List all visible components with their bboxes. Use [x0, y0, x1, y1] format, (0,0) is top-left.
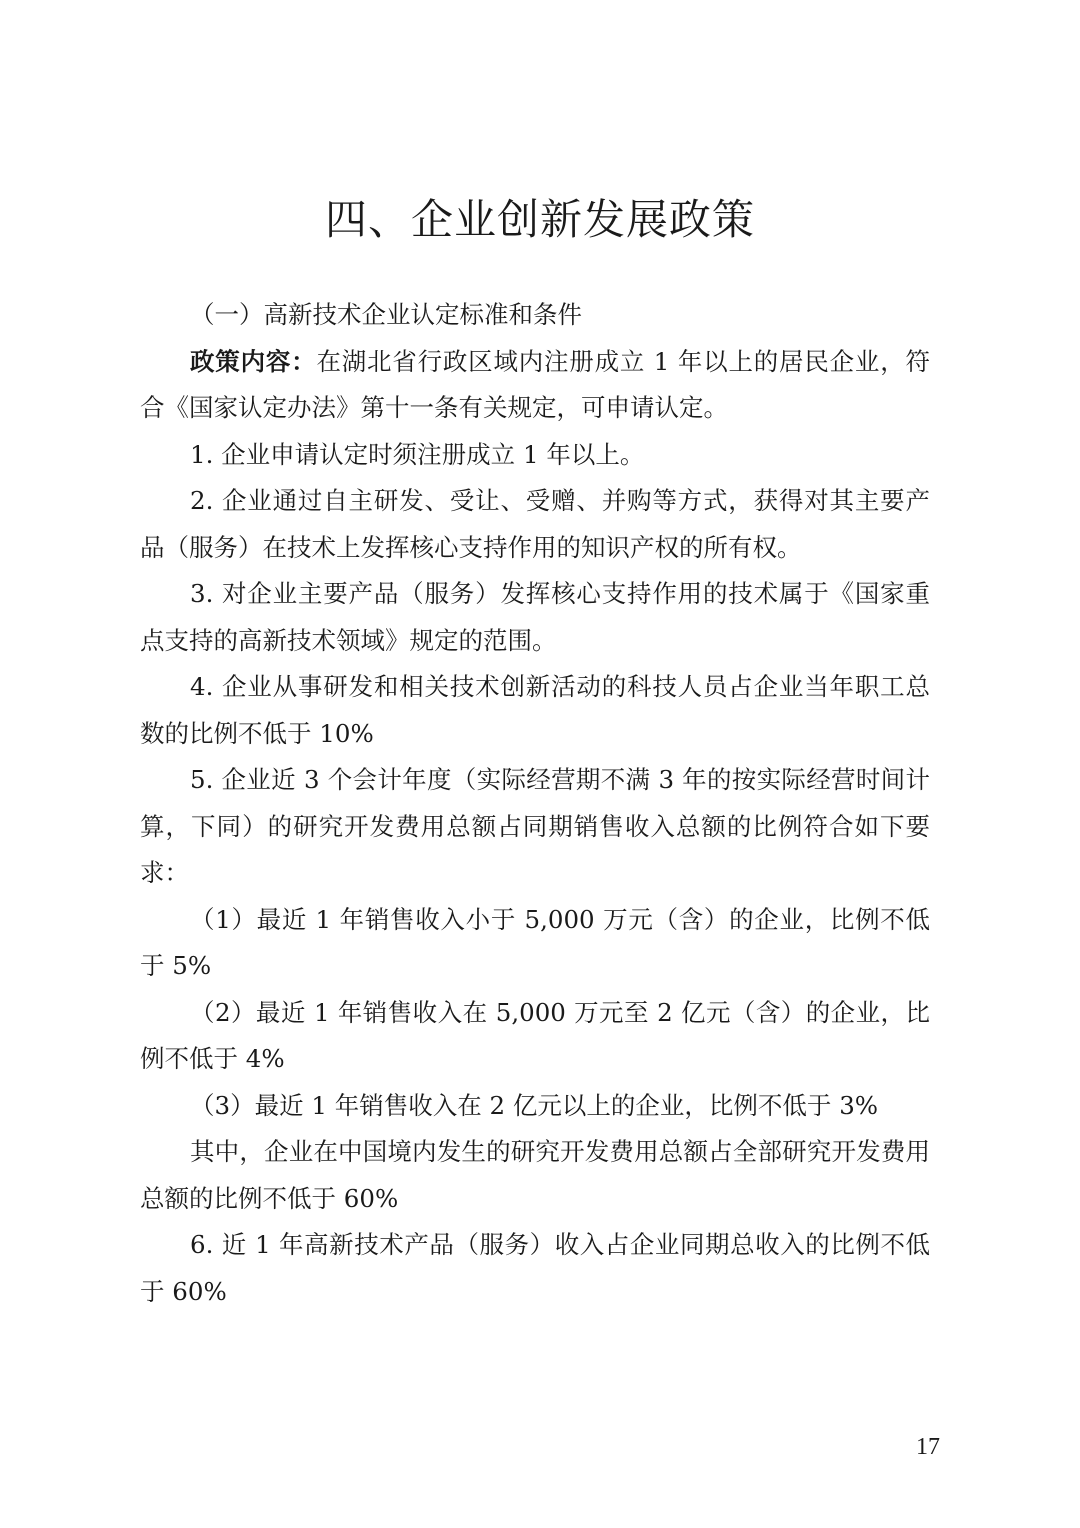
chapter-title: 四、企业创新发展政策	[324, 195, 755, 244]
policy-text: 在湖北省行政区域内注册成立 1 年以上的居民企业，符合《国家认定办法》第十一条有关规定，可申请认定。	[140, 346, 930, 422]
page-number: 17	[916, 1434, 940, 1460]
list-item-3: 3. 对企业主要产品（服务）发挥核心支持作用的技术属于《国家重点支持的高新技术领域》规定的范围。	[140, 579, 930, 655]
policy-label: 政策内容：	[190, 346, 317, 376]
sub-item-2: （2）最近 1 年销售收入在 5,000 万元至 2 亿元（含）的企业，比例不低于 4%	[140, 997, 930, 1073]
policy-paragraph	[140, 339, 930, 432]
list-item-2: 2. 企业通过自主研发、受让、受赠、并购等方式，获得对其主要产品（服务）在技术上发挥核心支持作用的知识产权的所有权。	[140, 486, 930, 562]
document-body	[140, 292, 930, 1315]
list-item-6: 6. 近 1 年高新技术产品（服务）收入占企业同期总收入的比例不低于 60%	[140, 1230, 930, 1306]
sub-item-3: （3）最近 1 年销售收入在 2 亿元以上的企业，比例不低于 3%	[190, 1090, 879, 1120]
list-item-4: 4. 企业从事研发和相关技术创新活动的科技人员占企业当年职工总数的比例不低于 10%	[140, 672, 930, 748]
list-item-1: 1. 企业申请认定时须注册成立 1 年以上。	[190, 439, 645, 469]
section-heading: （一）高新技术企业认定标准和条件	[190, 300, 582, 329]
sub-item-1: （1）最近 1 年销售收入小于 5,000 万元（含）的企业，比例不低于 5%	[140, 904, 930, 980]
note-paragraph: 其中，企业在中国境内发生的研究开发费用总额占全部研究开发费用总额的比例不低于 60%	[140, 1137, 930, 1213]
list-item-5: 5. 企业近 3 个会计年度（实际经营期不满 3 年的按实际经营时间计算，下同）的研究开发费用总额占同期销售收入总额的比例符合如下要求：	[140, 765, 930, 887]
